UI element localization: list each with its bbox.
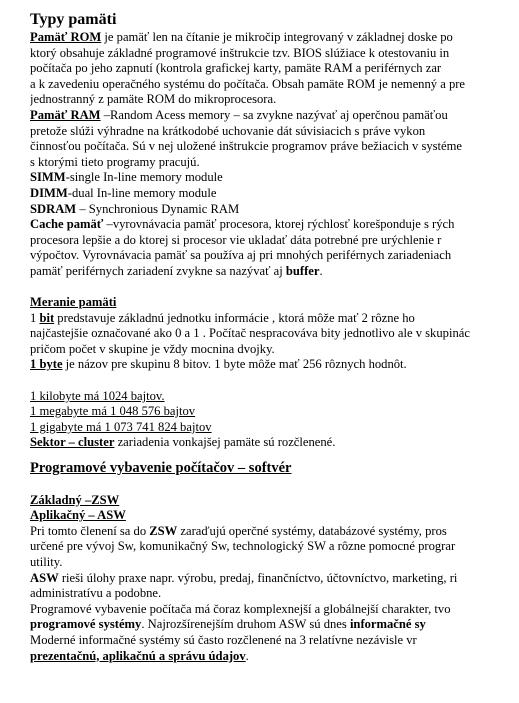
buffer-term: buffer <box>285 263 320 278</box>
spacer <box>30 477 519 493</box>
ram-line-2: pretože slúži výhradne na krátkodobé uchovanie dát súvisiacich s práve vykon <box>30 123 426 138</box>
cache-text-4: pamäť periférnych zariadení zvykne sa nazývať aj <box>30 263 286 278</box>
info-systems-term: informačné sy <box>349 617 426 632</box>
byte-line <box>30 357 519 373</box>
bit-line-2: najčastejšie označované ako 0 a 1 . Počítač nespracováva bity jednotlivo ale v skupinác <box>30 326 470 341</box>
byte-term: 1 byte <box>30 357 63 372</box>
zsw-para-line-1 <box>30 524 519 540</box>
rom-line-5: jednostranný z pamäte ROM do mikroprocesora. <box>30 92 277 107</box>
module-dimm <box>30 186 519 202</box>
rom-term: Pamäť ROM <box>30 30 102 44</box>
zsw-text-a: Pri tomto členení sa do <box>30 523 150 538</box>
bit-line-3: pričom počet v skupine je vždy mocnina dvojky. <box>30 341 275 356</box>
heading-memory-types: Typy pamäti <box>30 11 117 28</box>
bit-line-1 <box>30 311 519 327</box>
module-abbr: SIMM <box>30 170 66 185</box>
sector-line <box>30 435 519 451</box>
zsw-para-line-2: určené pre vývoj Sw, komunikačný Sw, technologický SW a rôzne pomocné prograr <box>30 539 456 554</box>
module-simm <box>30 170 519 186</box>
cache-line-2: procesora lepšie a do ktorej si procesor vie ukladať dáta potrebné pre urýchlenie r <box>30 232 442 247</box>
ram-text-1: –Random Acess memory – sa zvykne nazývať aj operčnou pamäťou <box>100 107 448 122</box>
heading-memory-measurement: Meranie pamäti <box>30 295 117 310</box>
layers-term: prezentačnú, aplikačnú a správu údajov <box>30 648 246 663</box>
module-desc: -dual In-line memory module <box>67 185 217 200</box>
module-abbr: DIMM <box>30 185 68 200</box>
sector-text: zariadenia vonkajšej pamäte sú rozčlenené. <box>114 435 336 450</box>
module-desc: -single In-line memory module <box>65 170 223 185</box>
module-sdram <box>30 202 519 218</box>
software-para-line-3: Moderné informačné systémy sú často rozčlenené na 3 relatívne nezávisle vr <box>30 632 417 647</box>
zsw-text-b: zaraďujú operčné systémy, databázové systémy, pros <box>177 523 447 538</box>
rom-line-4: a k zavedeniu operačného systému do počítača. Obsah pamäte ROM je nemenný a pre <box>30 76 466 91</box>
asw-text-1: rieši úlohy praxe napr. výrobu, predaj, finančníctvo, účtovníctvo, marketing, ri <box>58 570 458 585</box>
unit-megabyte: 1 megabyte má 1 048 576 bajtov <box>30 404 196 419</box>
zsw-para-line-3: utility. <box>30 555 63 569</box>
unit-kilobyte: 1 kilobyte má 1024 bajtov. <box>30 388 165 403</box>
module-abbr: SDRAM <box>30 201 77 216</box>
ram-line-3: činnosťou počítača. Sú v nej uložené inštrukcie programov práve bežiacich v systéme <box>30 139 463 154</box>
cache-text-1: –vyrovnávacia pamäť procesora, ktorej rýchlosť korešponduje s rých <box>103 217 455 232</box>
software-para-line-1: Programové vybavenie počítača má čoraz komplexnejší a globálnejší charakter, tvo <box>30 601 451 616</box>
cache-line-1 <box>30 217 519 233</box>
ram-line-1 <box>30 108 519 124</box>
rom-line-3: počítača po jeho zapnutí (kontrola grafickej karty, pamäte RAM a periférnych zar <box>30 61 442 76</box>
rom-line-1 <box>30 30 519 46</box>
ram-line-4: s ktorými tieto programy pracujú. <box>30 154 200 169</box>
spacer <box>30 451 519 459</box>
spacer <box>30 373 519 389</box>
module-desc: – Synchronious Dynamic RAM <box>76 201 240 216</box>
heading-asw: Aplikačný – ASW <box>30 508 126 523</box>
rom-text-1: je pamäť len na čítanie je mikročip integrovaný v základnej doske po <box>101 30 453 44</box>
spacer <box>30 280 519 296</box>
program-systems-term: programové systémy <box>30 617 142 632</box>
byte-text: je názov pre skupinu 8 bitov. 1 byte môže mať 256 rôznych hodnôt. <box>62 357 407 372</box>
cache-line-4 <box>30 264 519 280</box>
software-para-line-2 <box>30 617 519 633</box>
software-text-2: . Najrozšírenejším druhom ASW sú dnes <box>141 617 350 632</box>
bit-prefix: 1 <box>30 310 40 325</box>
unit-gigabyte: 1 gigabyte má 1 073 741 824 bajtov <box>30 419 212 434</box>
cache-end: . <box>319 263 323 278</box>
ram-term: Pamäť RAM <box>30 107 101 122</box>
rom-line-2: ktorý obsahuje základné programové inštrukcie tzv. BIOS slúžiace k otestovaniu in <box>30 45 450 60</box>
sector-term: Sektor – cluster <box>30 435 115 450</box>
zsw-term: ZSW <box>149 523 178 538</box>
asw-term: ASW <box>30 570 59 585</box>
bit-term: bit <box>39 310 55 325</box>
bit-text-1: predstavuje základnú jednotku informácie , ktorá môže mať 2 rôzne ho <box>54 310 415 325</box>
asw-para-line-1 <box>30 571 519 587</box>
asw-para-line-2: administratívu a podobne. <box>30 586 162 601</box>
software-end: . <box>245 648 249 663</box>
heading-zsw: Základný –ZSW <box>30 492 120 507</box>
software-para-line-4 <box>30 649 519 665</box>
document-body <box>30 10 519 664</box>
cache-line-3: výpočtov. Vyrovnávacia pamäť sa používa aj pri mnohých periférnych zariadeniach <box>30 248 452 263</box>
cache-term: Cache pamäť <box>30 217 104 232</box>
heading-software: Programové vybavenie počítačov – softvér <box>30 460 292 477</box>
